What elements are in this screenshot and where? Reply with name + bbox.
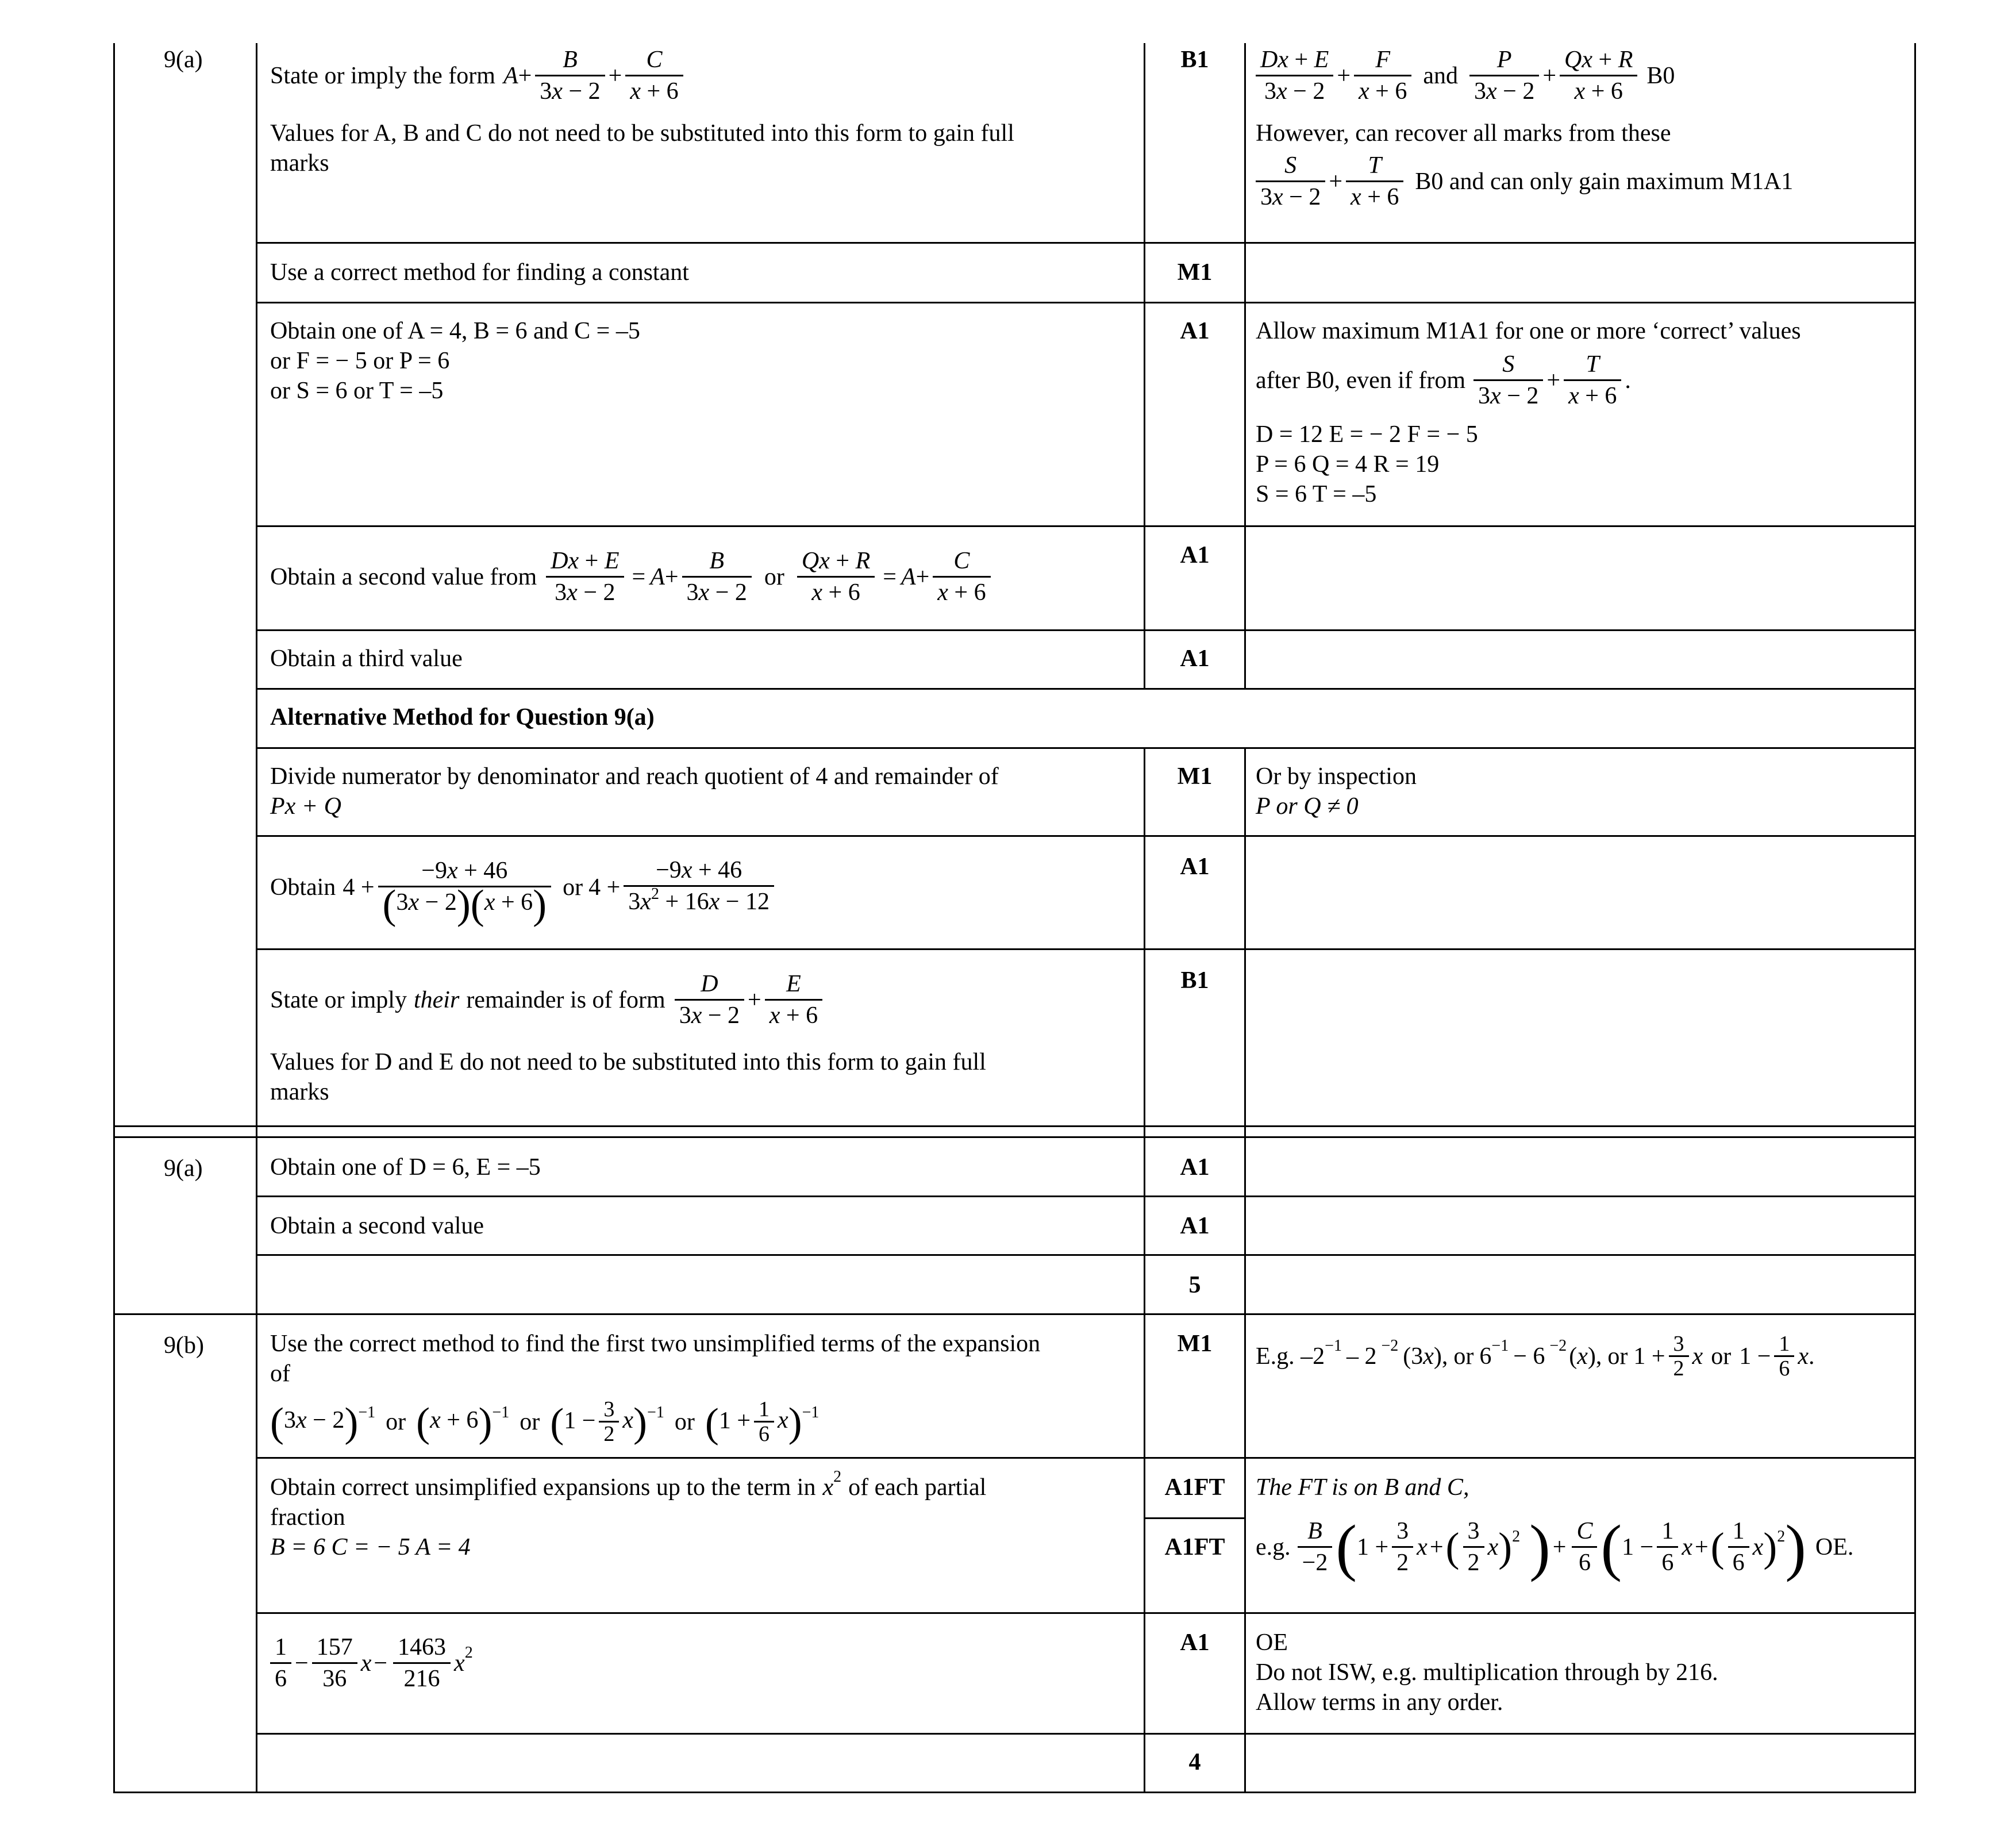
question-label-9a: 9(a) bbox=[164, 1155, 203, 1182]
guidance-column-left-border bbox=[1244, 43, 1246, 690]
guidance-text: The FT is on B and C, bbox=[1256, 1474, 1469, 1501]
row-divider bbox=[113, 1313, 1916, 1315]
answer-quotient-remainder: Obtain 4 + $\frac{-9x + 46}{(3x - 2)(x + 6)}$ or 4 + $\frac{-9x + 46}{3x^2 + 16x - 12}$ bbox=[270, 855, 778, 920]
row-divider bbox=[256, 302, 1916, 303]
alternative-method-heading: Alternative Method for Question 9(a) bbox=[270, 704, 655, 731]
mark-b1: B1 bbox=[1180, 967, 1209, 994]
mark-a1: A1 bbox=[1180, 854, 1210, 880]
question-label-9b: 9(b) bbox=[164, 1332, 204, 1359]
answer-form-statement: State or imply the form A+ $\frac{B}{3x - 2}$ + $\frac{C}{x + 6}$ bbox=[270, 45, 687, 106]
row-divider bbox=[256, 1733, 1916, 1735]
mark-a1ft: A1FT bbox=[1164, 1474, 1225, 1501]
total-marks-9b: 4 bbox=[1188, 1749, 1201, 1775]
guidance-text: after B0, even if from bbox=[1256, 367, 1466, 394]
section-divider-bottom bbox=[113, 1136, 1916, 1138]
row-divider bbox=[256, 1195, 1916, 1197]
answer-expansion-instruction: Obtain correct unsimplified expansions up to the term in x 2 of each partial bbox=[270, 1468, 987, 1501]
answer-text: Divide numerator by denominator and reach quotient of 4 and remainder of bbox=[270, 763, 999, 790]
guidance-text: OE bbox=[1256, 1629, 1288, 1656]
answer-text: Values for D and E do not need to be substituted into this form to gain full bbox=[270, 1049, 986, 1075]
answer-binomial-forms: $(3x - 2)^{-1}$ or $(x + 6)^{-1}$ or (1 − $\frac{3}{2}$ x)$^{-1}$ or (1 + $\frac{1}{6}$ x)$^{-1}$ bbox=[270, 1397, 820, 1446]
answer-text: Px + Q bbox=[270, 793, 341, 820]
guidance-text: Or by inspection bbox=[1256, 763, 1417, 790]
mark-a1: A1 bbox=[1180, 542, 1210, 568]
answer-text: B = 6 C = − 5 A = 4 bbox=[270, 1534, 471, 1560]
answer-text: marks bbox=[270, 150, 329, 176]
row-divider bbox=[256, 525, 1916, 527]
answer-text: remainder is of form bbox=[466, 986, 665, 1013]
guidance-text: D = 12 E = − 2 F = − 5 bbox=[1256, 421, 1478, 448]
guidance-example-terms: E.g. –2 −1 – 2 −2 (3x), or 6 −1 − 6 −2 (x), or 1 + $\frac{3}{2}$ x or 1 − $\frac{1}{6}$ x . bbox=[1256, 1332, 1815, 1381]
answer-text: Obtain a second value bbox=[270, 1213, 484, 1239]
mark-b1: B1 bbox=[1180, 47, 1209, 73]
row-divider bbox=[256, 1457, 1916, 1459]
answer-text: or bbox=[563, 874, 583, 901]
row-divider bbox=[256, 747, 1916, 749]
guidance-text: Allow terms in any order. bbox=[1256, 1689, 1503, 1716]
mark-a1: A1 bbox=[1180, 645, 1210, 672]
guidance-text: P = 6 Q = 4 R = 19 bbox=[1256, 451, 1440, 478]
guidance-text: Allow maximum M1A1 for one or more ‘correct’ values bbox=[1256, 318, 1801, 344]
answer-text: of bbox=[270, 1360, 290, 1387]
marks-column-left-border bbox=[1144, 43, 1145, 690]
answer-text: marks bbox=[270, 1079, 329, 1105]
answer-text: Use a correct method for finding a constant bbox=[270, 259, 689, 286]
question-label-9a: 9(a) bbox=[164, 47, 203, 73]
table-border-bottom bbox=[113, 1792, 1916, 1793]
section-divider-top bbox=[113, 1125, 1916, 1127]
guidance-example-expansion: e.g. $\frac{B}{-2}$ ( 1 + $\frac{3}{2}$ x + ( $\frac{3}{2}$ x ) 2 ) + $\frac{C}{6}$ ( 1 − $\frac{1}{6}$ x + ( $\frac{1}{6}$ x ) 2 ) OE. bbox=[1256, 1512, 1854, 1582]
mark-a1: A1 bbox=[1180, 318, 1210, 344]
row-divider bbox=[256, 1612, 1916, 1614]
row-divider bbox=[256, 688, 1916, 690]
answer-text: Obtain bbox=[270, 874, 336, 901]
mark-a1ft: A1FT bbox=[1164, 1534, 1225, 1560]
answer-text: Obtain a third value bbox=[270, 645, 463, 672]
guidance-st-form: $\frac{S}{3x - 2}$ + $\frac{T}{x + 6}$ B0 and can only gain maximum M1A1 bbox=[1256, 151, 1793, 212]
mark-m1: M1 bbox=[1177, 763, 1213, 790]
guidance-text: P or Q ≠ 0 bbox=[1256, 793, 1359, 820]
row-divider bbox=[256, 629, 1916, 631]
row-divider bbox=[256, 835, 1916, 837]
answer-text: their bbox=[413, 986, 460, 1013]
answer-text: Use the correct method to find the first two unsimplified terms of the expansion bbox=[270, 1331, 1041, 1357]
marks-sub-divider bbox=[1144, 1517, 1246, 1519]
answer-text: Obtain one of A = 4, B = 6 and C = –5 bbox=[270, 318, 640, 344]
guidance-text: B0 and can only gain maximum M1A1 bbox=[1415, 168, 1794, 195]
table-border-left bbox=[113, 43, 115, 1793]
row-divider bbox=[256, 1254, 1916, 1256]
guidance-text: and bbox=[1423, 62, 1459, 89]
answer-second-value: Obtain a second value from $\frac{Dx + E}{3x - 2}$ = A + $\frac{B}{3x - 2}$ or $\frac{Qx + R}{x + 6}$ = A + $\frac{C}{x + 6}$ bbox=[270, 546, 994, 608]
total-marks-9a: 5 bbox=[1188, 1272, 1201, 1298]
answer-text: State or imply bbox=[270, 986, 407, 1013]
answer-text: Obtain a second value from bbox=[270, 563, 537, 590]
answer-text: Obtain one of D = 6, E = –5 bbox=[270, 1154, 541, 1181]
answer-column-left-border bbox=[256, 43, 257, 1793]
answer-remainder-form: State or imply their remainder is of form $\frac{D}{3x - 2}$ + $\frac{E}{x + 6}$ bbox=[270, 969, 826, 1031]
answer-final-expansion: $\frac{1}{6}$ − $\frac{157}{36}$ x − $\frac{1463}{216}$ x 2 bbox=[270, 1632, 473, 1694]
answer-text: State or imply the form bbox=[270, 62, 495, 89]
answer-text: Values for A, B and C do not need to be substituted into this form to gain full bbox=[270, 120, 1014, 147]
mark-m1: M1 bbox=[1177, 1331, 1213, 1357]
row-divider bbox=[256, 242, 1916, 244]
answer-text: or bbox=[764, 563, 784, 590]
mark-m1: M1 bbox=[1177, 259, 1213, 286]
table-border-right bbox=[1914, 43, 1916, 1793]
guidance-text: B0 bbox=[1646, 62, 1675, 89]
mark-a1: A1 bbox=[1180, 1629, 1210, 1656]
guidance-text: Do not ISW, e.g. multiplication through by 216. bbox=[1256, 1659, 1718, 1686]
guidance-text: S = 6 T = –5 bbox=[1256, 481, 1377, 508]
guidance-text: However, can recover all marks from these bbox=[1256, 120, 1671, 147]
guidance-after-b0: after B0, even if from $\frac{S}{3x - 2}$ + $\frac{T}{x + 6}$ . bbox=[1256, 349, 1631, 411]
guidance-alternative-forms: $\frac{Dx + E}{3x - 2}$ + $\frac{F}{x + 6}$ and $\frac{P}{3x - 2}$ + $\frac{Qx + R}{x + 6}$ B0 bbox=[1256, 45, 1675, 106]
mark-a1: A1 bbox=[1180, 1213, 1210, 1239]
mark-a1: A1 bbox=[1180, 1154, 1210, 1181]
answer-text: or F = − 5 or P = 6 bbox=[270, 348, 450, 374]
answer-text: or S = 6 or T = –5 bbox=[270, 378, 444, 404]
answer-text: fraction bbox=[270, 1504, 345, 1531]
row-divider bbox=[256, 948, 1916, 950]
